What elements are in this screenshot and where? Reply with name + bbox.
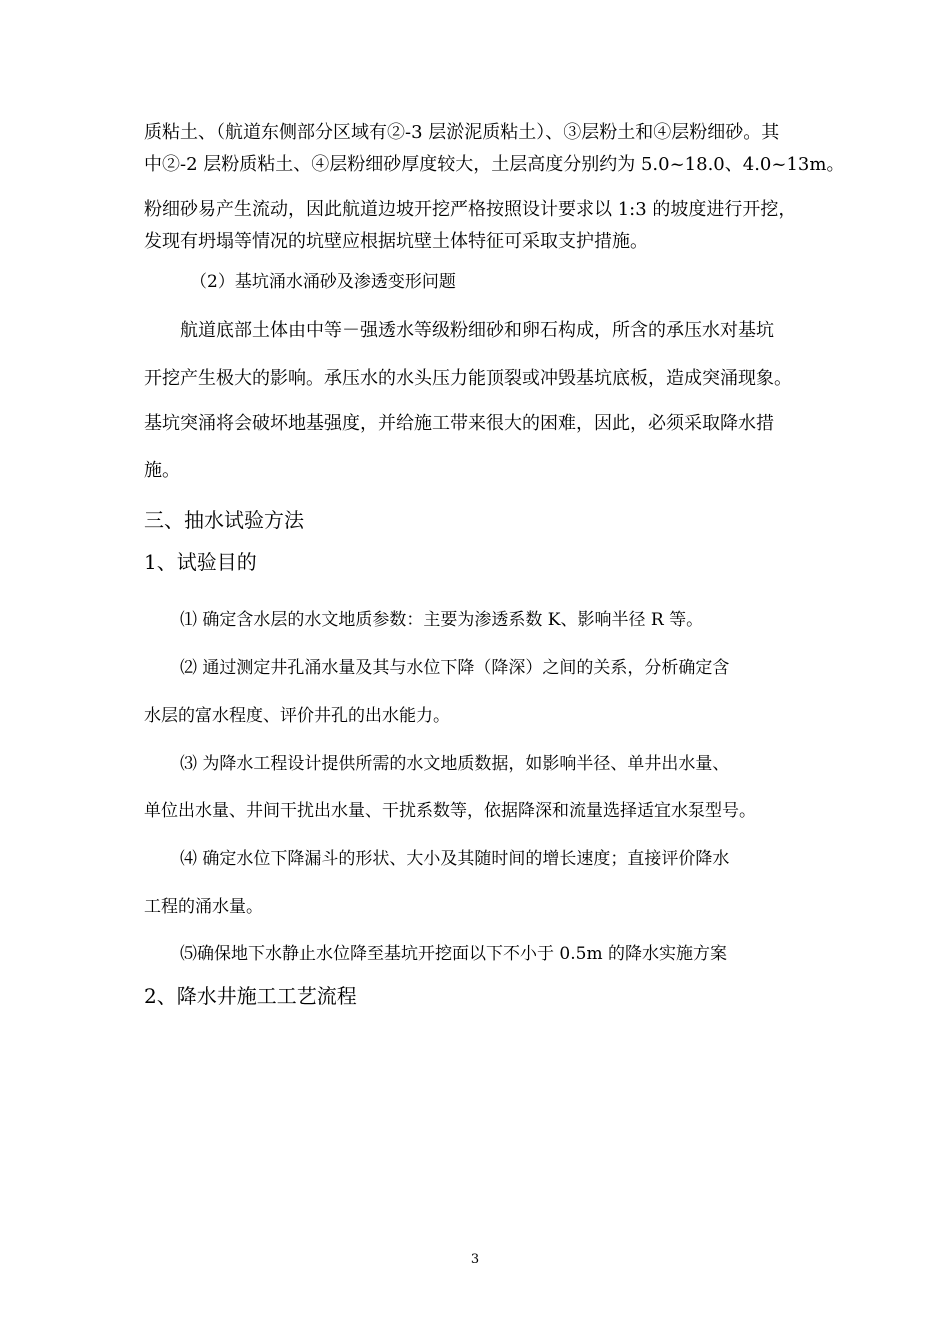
paragraph-line: 施。 <box>144 460 180 481</box>
paragraph-line: 发现有坍塌等情况的坑壁应根据坑壁土体特征可采取支护措施。 <box>144 231 648 252</box>
page-number: 3 <box>470 1252 480 1267</box>
paragraph-line: 中②-2 层粉质粘土、④层粉细砂厚度较大，土层高度分别约为 5.0~18.0、4.0~13m。 <box>144 154 845 175</box>
subheading: （2）基坑涌水涌砂及渗透变形问题 <box>190 272 456 292</box>
list-item-continuation: 水层的富水程度、评价井孔的出水能力。 <box>144 706 450 726</box>
paragraph-line: 开挖产生极大的影响。承压水的水头压力能顶裂或冲毁基坑底板，造成突涌现象。 <box>144 368 792 389</box>
list-item: ⑷ 确定水位下降漏斗的形状、大小及其随时间的增长速度；直接评价降水 <box>180 849 730 869</box>
list-item: ⑵ 通过测定井孔涌水量及其与水位下降（降深）之间的关系，分析确定含 <box>180 658 730 678</box>
list-item: ⑶ 为降水工程设计提供所需的水文地质数据，如影响半径、单井出水量、 <box>180 754 730 774</box>
list-item-continuation: 单位出水量、井间干扰出水量、干扰系数等，依据降深和流量选择适宜水泵型号。 <box>144 801 756 821</box>
list-item: ⑴ 确定含水层的水文地质参数：主要为渗透系数 K、影响半径 R 等。 <box>180 610 704 630</box>
paragraph-line: 基坑突涌将会破坏地基强度，并给施工带来很大的困难，因此，必须采取降水措 <box>144 413 774 434</box>
list-item: ⑸确保地下水静止水位降至基坑开挖面以下不小于 0.5m 的降水实施方案 <box>180 944 727 964</box>
section-subtitle: 1、试验目的 <box>144 550 257 574</box>
paragraph-line: 质粘土、（航道东侧部分区域有②-3 层淤泥质粘土）、③层粉土和④层粉细砂。其 <box>144 122 780 143</box>
paragraph-line: 航道底部土体由中等－强透水等级粉细砂和卵石构成，所含的承压水对基坑 <box>180 320 774 341</box>
section-subtitle: 2、降水井施工工艺流程 <box>144 984 357 1008</box>
list-item-continuation: 工程的涌水量。 <box>144 897 263 917</box>
section-title: 三、抽水试验方法 <box>144 508 304 532</box>
paragraph-line: 粉细砂易产生流动，因此航道边坡开挖严格按照设计要求以 1:3 的坡度进行开挖， <box>144 199 797 220</box>
